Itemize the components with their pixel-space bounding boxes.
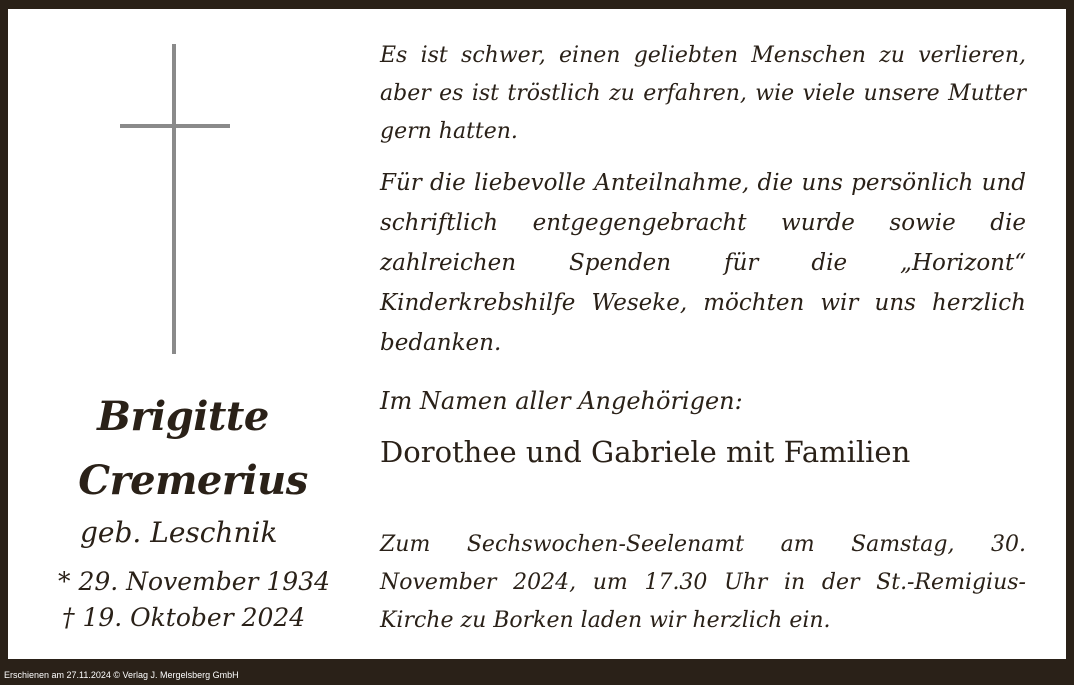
- publication-footer: Erschienen am 27.11.2024 © Verlag J. Mergelsberg GmbH: [4, 670, 239, 680]
- signature-names: Dorothee und Gabriele mit Familien: [380, 435, 911, 469]
- cross-icon: [172, 44, 176, 354]
- signature-label: Im Namen aller Angehörigen:: [380, 387, 743, 415]
- death-date: † 19. Oktober 2024: [62, 603, 306, 632]
- deceased-first-name: Brigitte: [97, 393, 269, 440]
- intro-paragraph: Es ist schwer, einen geliebten Menschen zu verlieren, aber es ist tröstlich zu erfahren, wie viele unsere Mutter gern hatten.: [380, 43, 1026, 144]
- deceased-last-name: Cremerius: [78, 457, 308, 504]
- obituary-notice: [8, 9, 1066, 659]
- birth-date: * 29. November 1934: [58, 567, 331, 596]
- service-paragraph: Zum Sechswochen-Seelenamt am Samstag, 30. November 2024, um 17.30 Uhr in der St.-Remigius-Kirche zu Borken laden wir herzlich ein.: [380, 532, 1026, 633]
- thanks-paragraph: Für die liebevolle Anteilnahme, die uns persönlich und schriftlich entgegengebracht wurde sowie die zahlreichen Spenden für die „Horizont“ Kinderkrebshilfe Weseke, möchten wir uns herzlich bedanken.: [380, 170, 1026, 356]
- cross-icon-beam: [120, 124, 230, 128]
- deceased-maiden-name: geb. Leschnik: [80, 516, 278, 549]
